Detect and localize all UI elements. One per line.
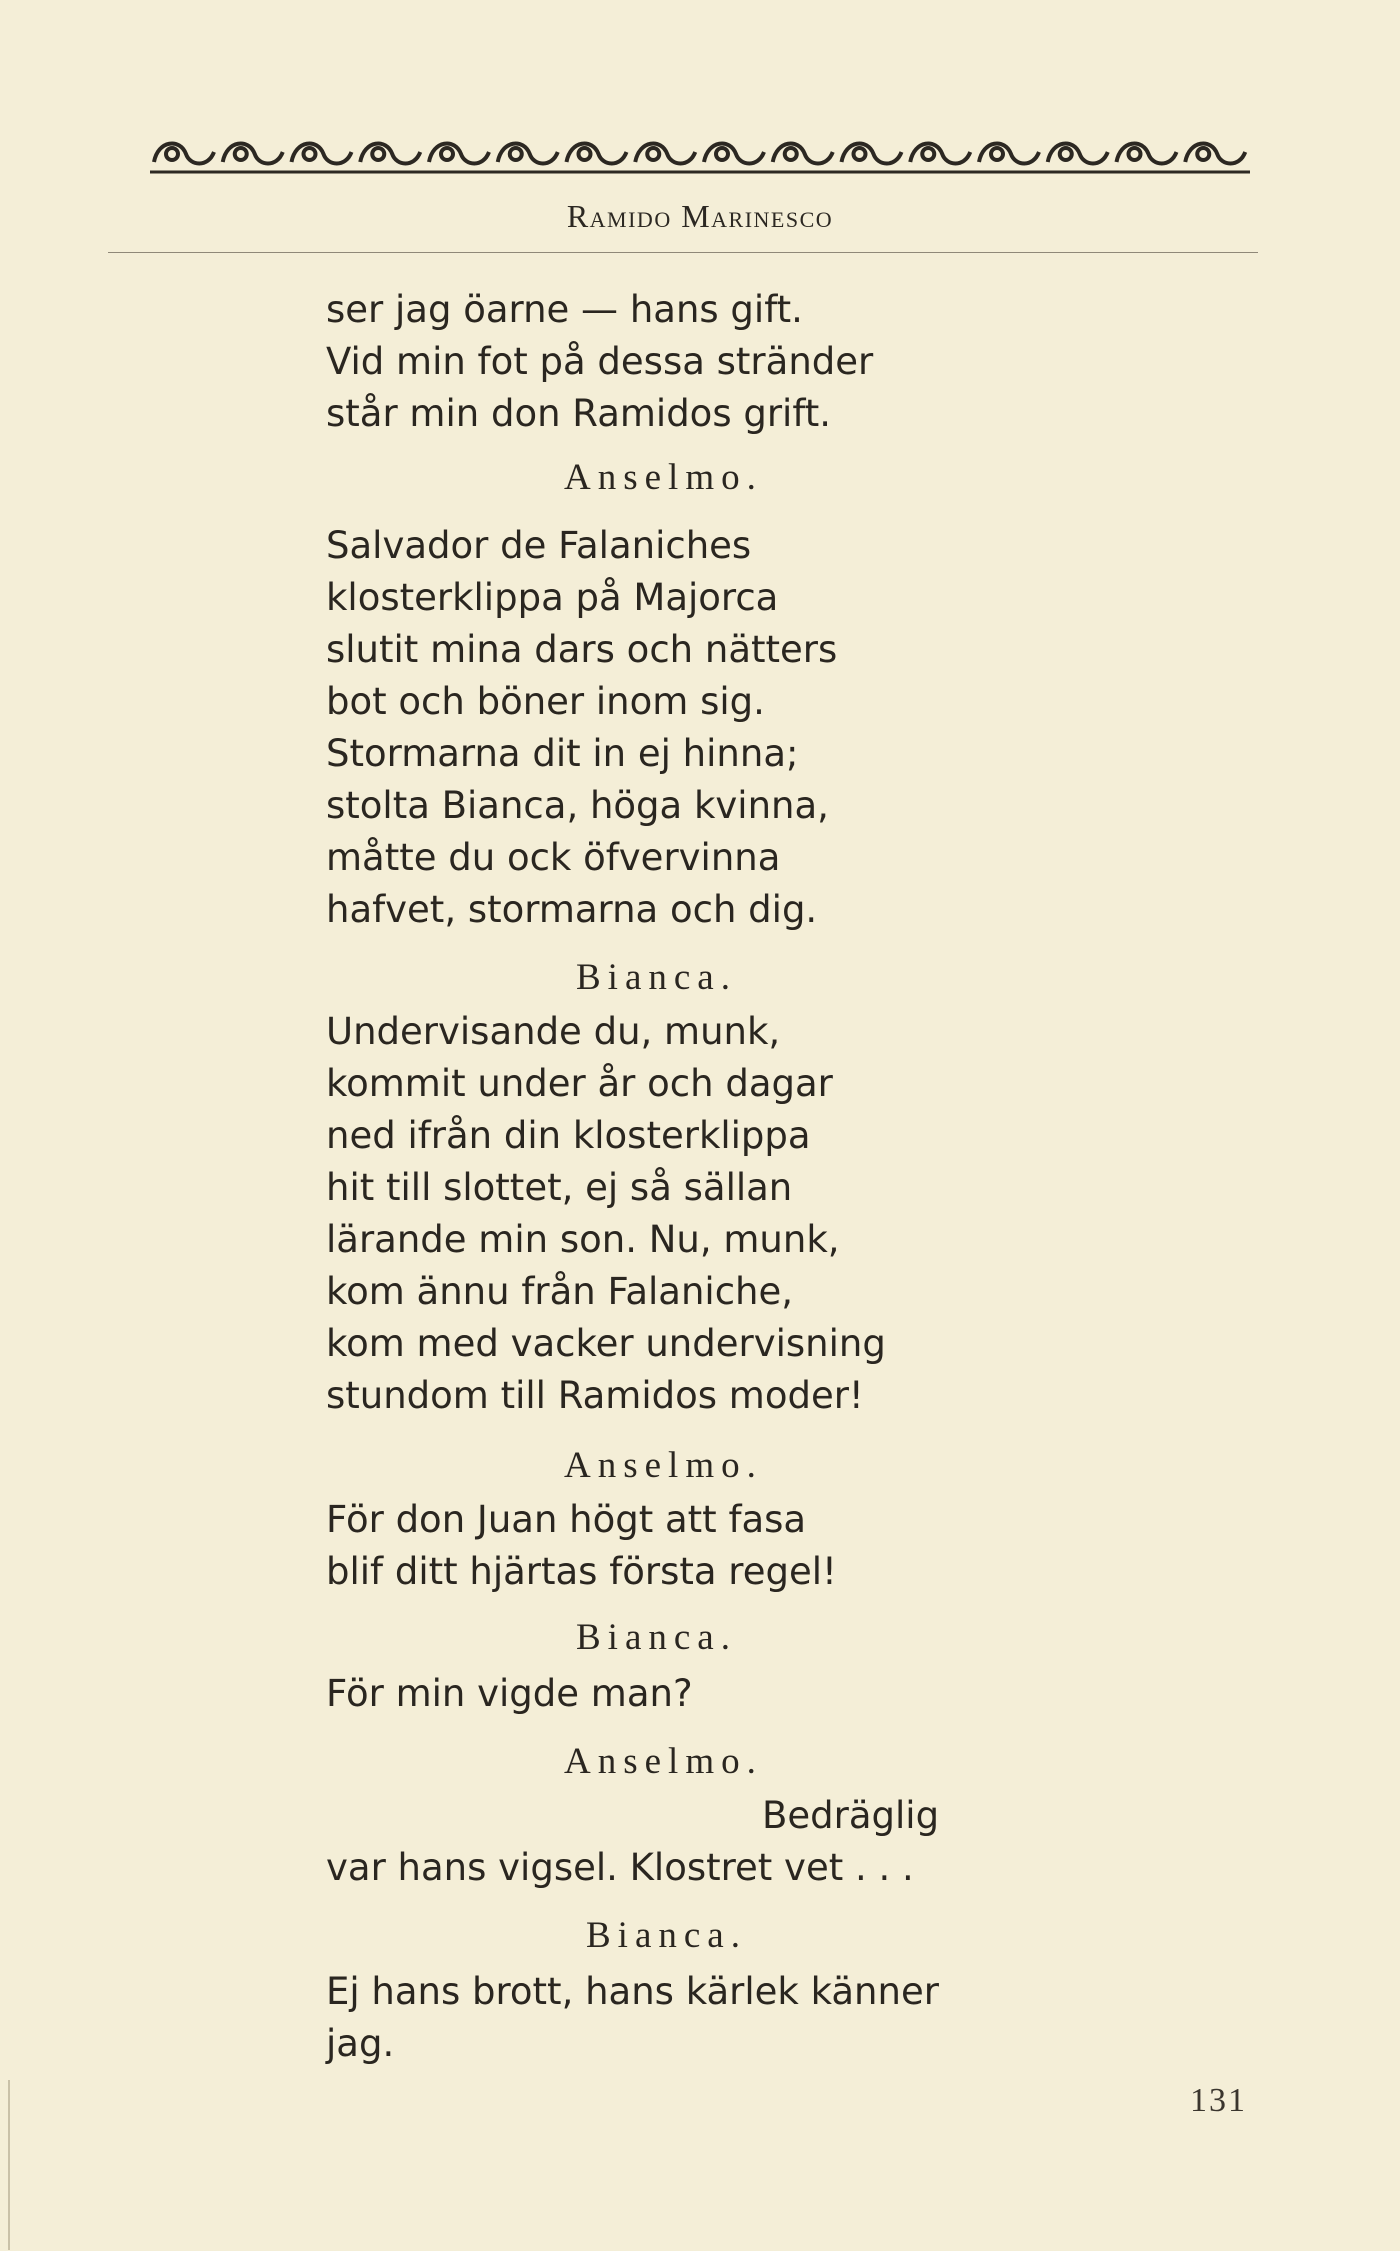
ornament-scroll — [567, 144, 627, 164]
verse-line: stundom till Ramidos moder! — [326, 1374, 864, 1417]
verse-line: bot och böner inom sig. — [326, 680, 765, 723]
verse-block-6 — [326, 1842, 914, 1894]
ornament-scroll — [154, 144, 214, 164]
verse-line: jag. — [326, 2022, 395, 2065]
ornament-curl — [991, 148, 1003, 160]
ornament-curl — [1197, 148, 1209, 160]
verse-line: slutit mina dars och nätters — [326, 628, 838, 671]
ornament-scroll — [979, 144, 1039, 164]
verse-line: Bedräglig — [762, 1794, 940, 1837]
speaker-name: Bianca. — [576, 1617, 737, 1658]
verse-line: ned ifrån din klosterklippa — [326, 1114, 811, 1157]
verse-line: lärande min son. Nu, munk, — [326, 1218, 840, 1261]
verse-line: Salvador de Falaniches — [326, 524, 752, 567]
verse-line: kom ännu från Falaniche, — [326, 1270, 794, 1313]
ornament-scroll — [223, 144, 283, 164]
ornament-curl — [510, 148, 522, 160]
verse-block-3 — [326, 1006, 886, 1422]
ornament-scroll — [498, 144, 558, 164]
ornament-scroll — [635, 144, 695, 164]
verse-line: kom med vacker undervisning — [326, 1322, 886, 1365]
verse-line: måtte du ock öfvervinna — [326, 836, 781, 879]
ornament-scroll — [704, 144, 764, 164]
speaker-name: Bianca. — [586, 1915, 747, 1956]
verse-indented-line — [762, 1790, 939, 1842]
ornament-curl — [304, 148, 316, 160]
verse-line: står min don Ramidos grift. — [326, 392, 831, 435]
verse-line: hit till slottet, ej så sällan — [326, 1166, 793, 1209]
ornament-scroll — [292, 144, 352, 164]
ornament-curl — [372, 148, 384, 160]
ornament-curl — [1129, 148, 1141, 160]
ornament-scroll — [360, 144, 420, 164]
verse-line: Ej hans brott, hans kärlek känner — [326, 1970, 939, 2013]
verse-line: blif ditt hjärtas första regel! — [326, 1550, 837, 1593]
ornament-curl — [854, 148, 866, 160]
speaker-name: Anselmo. — [564, 457, 763, 498]
ornament-scroll — [1117, 144, 1177, 164]
verse-line: klosterklippa på Majorca — [326, 576, 779, 619]
verse-block-4 — [326, 1494, 837, 1598]
verse-line: Undervisande du, munk, — [326, 1010, 781, 1053]
decorative-ornament-band — [150, 132, 1250, 178]
ornament-curl — [922, 148, 934, 160]
ornament-curl — [166, 148, 178, 160]
verse-block-1 — [326, 284, 873, 440]
ornament-scroll — [1185, 144, 1245, 164]
ornament-curl — [785, 148, 797, 160]
verse-line: Vid min fot på dessa stränder — [326, 340, 874, 383]
verse-line: hafvet, stormarna och dig. — [326, 888, 818, 931]
ornament-scroll — [910, 144, 970, 164]
speaker-name: Anselmo. — [564, 1741, 763, 1782]
verse-line: kommit under år och dagar — [326, 1062, 833, 1105]
verse-line: Stormarna dit in ej hinna; — [326, 732, 799, 775]
ornament-curl — [579, 148, 591, 160]
page-edge-line — [8, 2080, 10, 2250]
speaker-name: Bianca. — [576, 957, 737, 998]
ornament-scroll — [429, 144, 489, 164]
ornament-scroll — [1048, 144, 1108, 164]
speaker-name: Anselmo. — [564, 1445, 763, 1486]
verse-line: var hans vigsel. Klostret vet . . . — [326, 1846, 914, 1889]
ornament-scroll — [773, 144, 833, 164]
page-number: 131 — [1190, 2082, 1247, 2119]
running-head: Ramido Marinesco — [566, 198, 834, 234]
verse-block-5 — [326, 1668, 693, 1720]
verse-block-7 — [326, 1966, 939, 2070]
verse-line: stolta Bianca, höga kvinna, — [326, 784, 829, 827]
verse-block-2 — [326, 520, 837, 936]
ornament-curl — [716, 148, 728, 160]
header-rule — [108, 252, 1258, 253]
verse-line: ser jag öarne — hans gift. — [326, 288, 803, 331]
verse-line: För don Juan högt att fasa — [326, 1498, 807, 1541]
ornament-curl — [235, 148, 247, 160]
verse-line: För min vigde man? — [326, 1672, 693, 1715]
ornament-curl — [441, 148, 453, 160]
ornament-scroll — [842, 144, 902, 164]
ornament-curl — [647, 148, 659, 160]
ornament-curl — [1060, 148, 1072, 160]
